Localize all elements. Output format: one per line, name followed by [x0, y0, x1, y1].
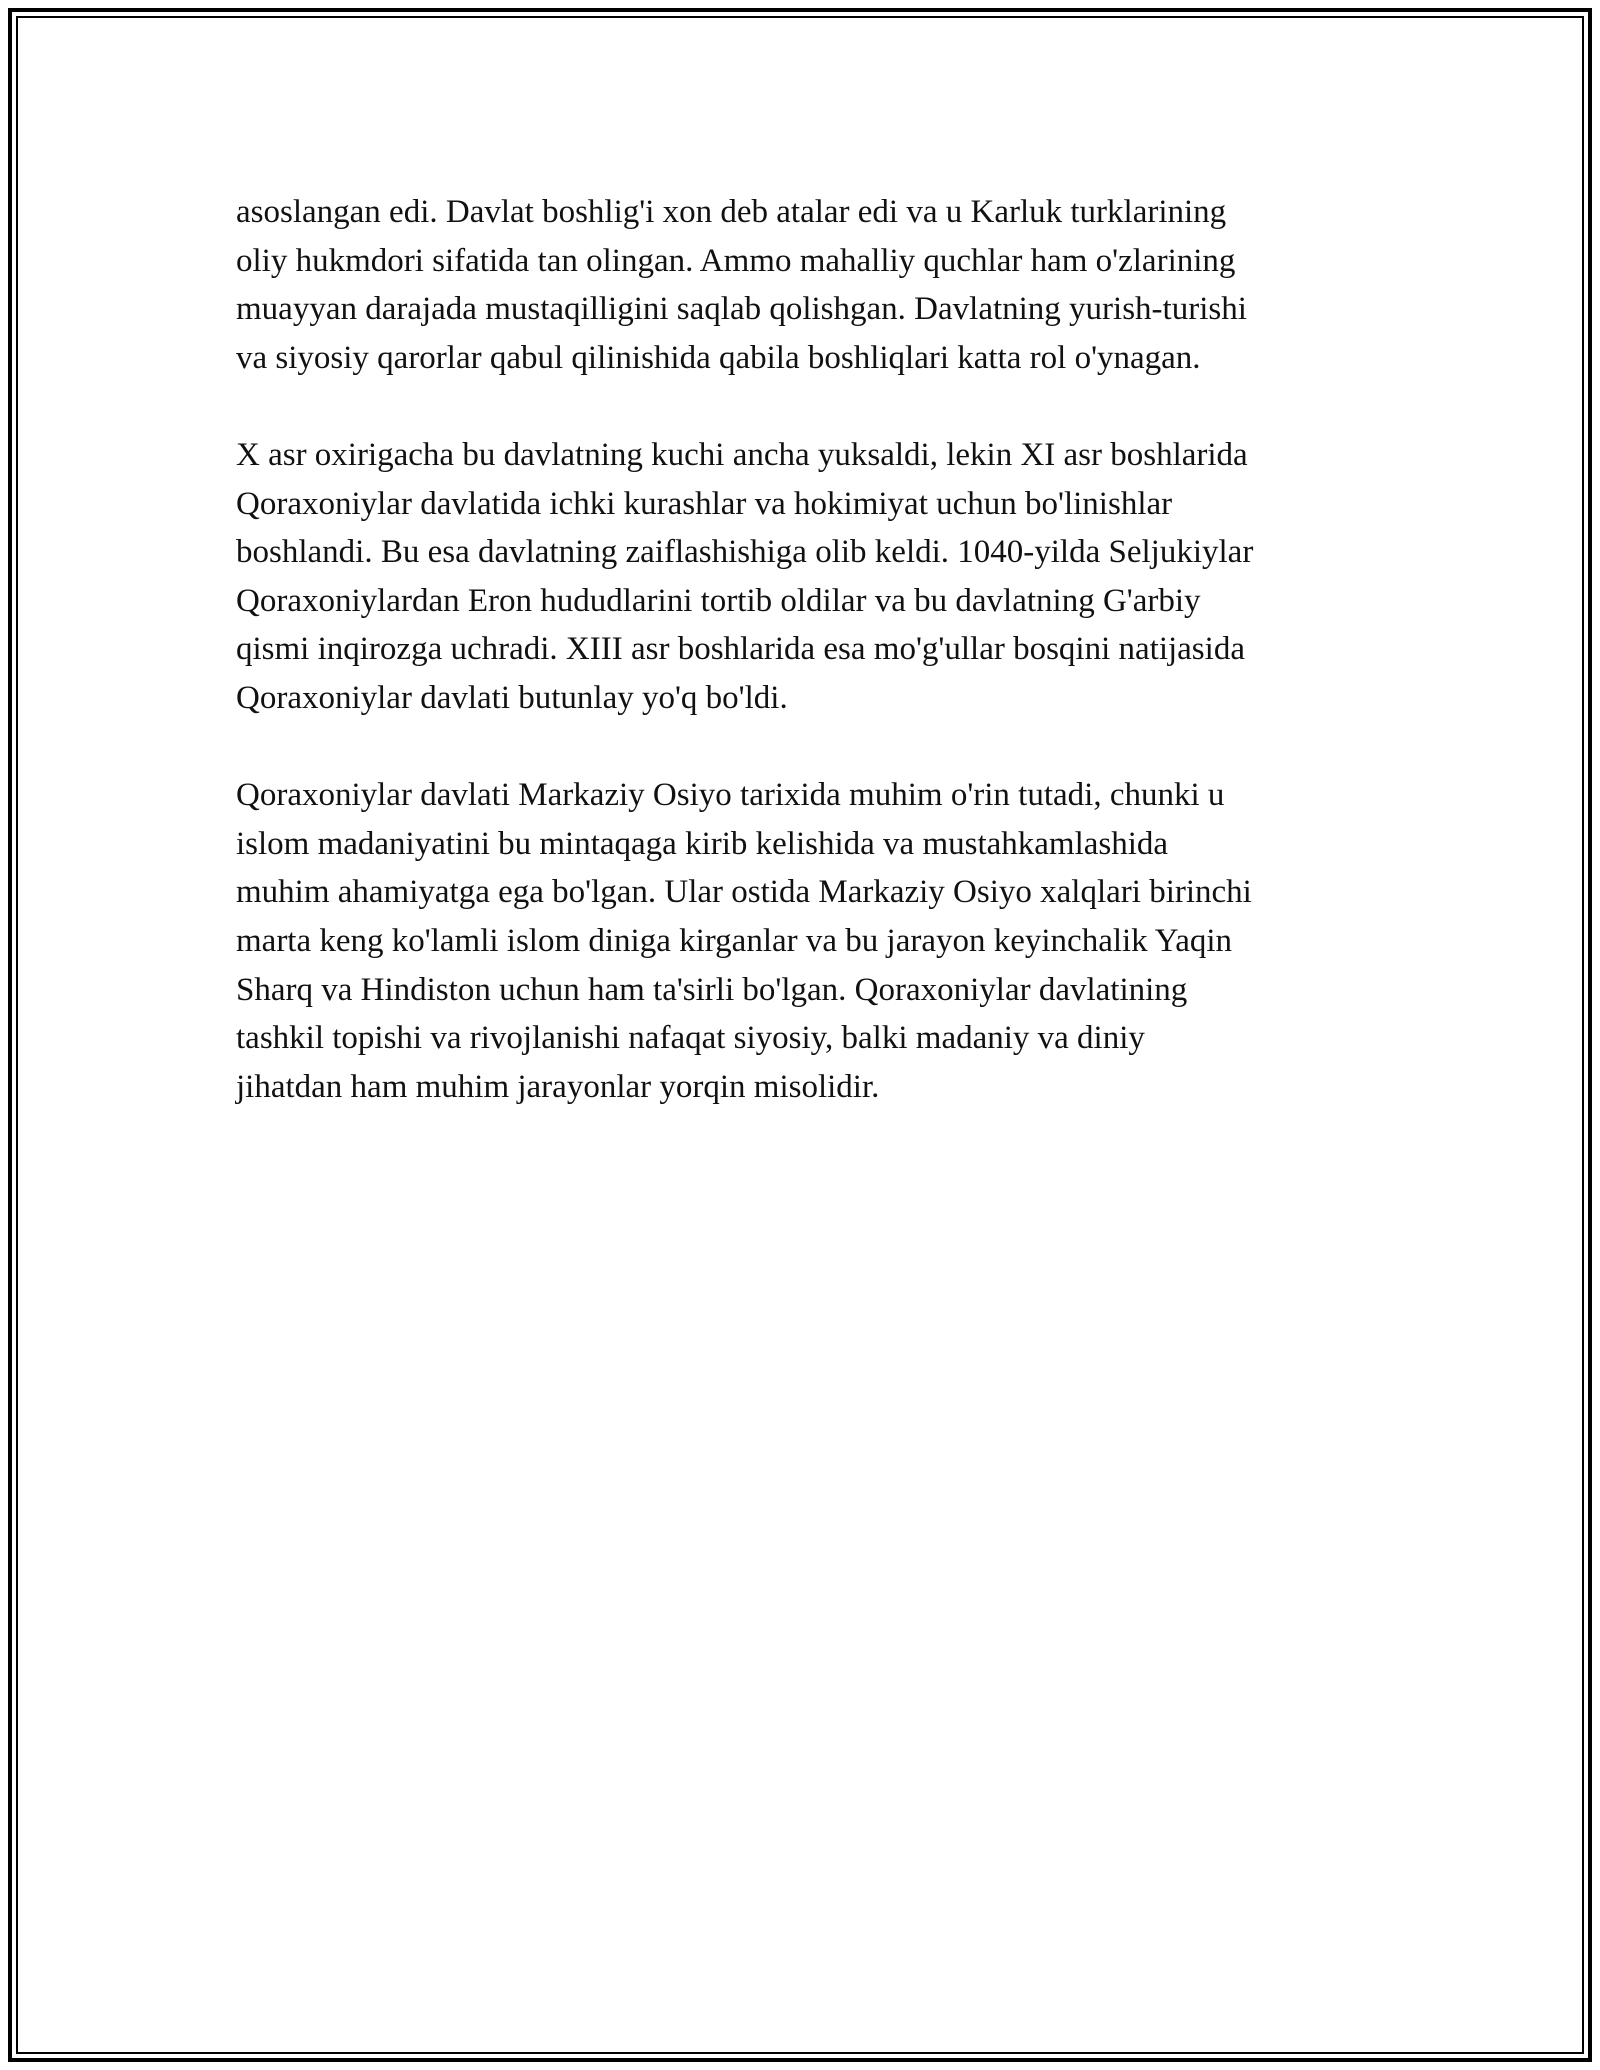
paragraph-1: asoslangan edi. Davlat boshlig'i xon deb atalar edi va u Karluk turklarining oliy hukmdori sifatida tan olingan. Ammo mahalliy quchlar ham o'zlarining muayyan darajada mustaqilligini saqlab qolishgan. Davlatning yurish-turishi va siyosiy qarorlar qabul qilinishida qabila boshliqlari katta rol o'ynagan. — [236, 194, 1247, 376]
paragraph-2: X asr oxirigacha bu davlatning kuchi ancha yuksaldi, lekin XI asr boshlarida Qoraxoniylar davlatida ichki kurashlar va hokimiyat uchun bo'linishlar boshlandi. Bu esa davlatning zaiflashishiga olib keldi. 1040-yilda Seljukiylar Qoraxoniylardan Eron hududlarini tortib oldilar va bu davlatning G'arbiy qismi inqirozga uchradi. XIII asr boshlarida esa mo'g'ullar bosqini natijasida Qoraxoniylar davlati butunlay yo'q bo'ldi. — [236, 436, 1254, 716]
document-body — [236, 188, 1386, 1160]
paragraph-3: Qoraxoniylar davlati Markaziy Osiyo tarixida muhim o'rin tutadi, chunki u islom madaniyatini bu mintaqaga kirib kelishida va mustahkamlashida muhim ahamiyatga ega bo'lgan. Ular ostida Markaziy Osiyo xalqlari birinchi marta keng ko'lamli islom diniga kirganlar va bu jarayon keyinchalik Yaqin Sharq va Hindiston uchun ham ta'sirli bo'lgan. Qoraxoniylar davlatining tashkil topishi va rivojlanishi nafaqat siyosiy, balki madaniy va diniy jihatdan ham muhim jarayonlar yorqin misolidir. — [236, 777, 1252, 1105]
